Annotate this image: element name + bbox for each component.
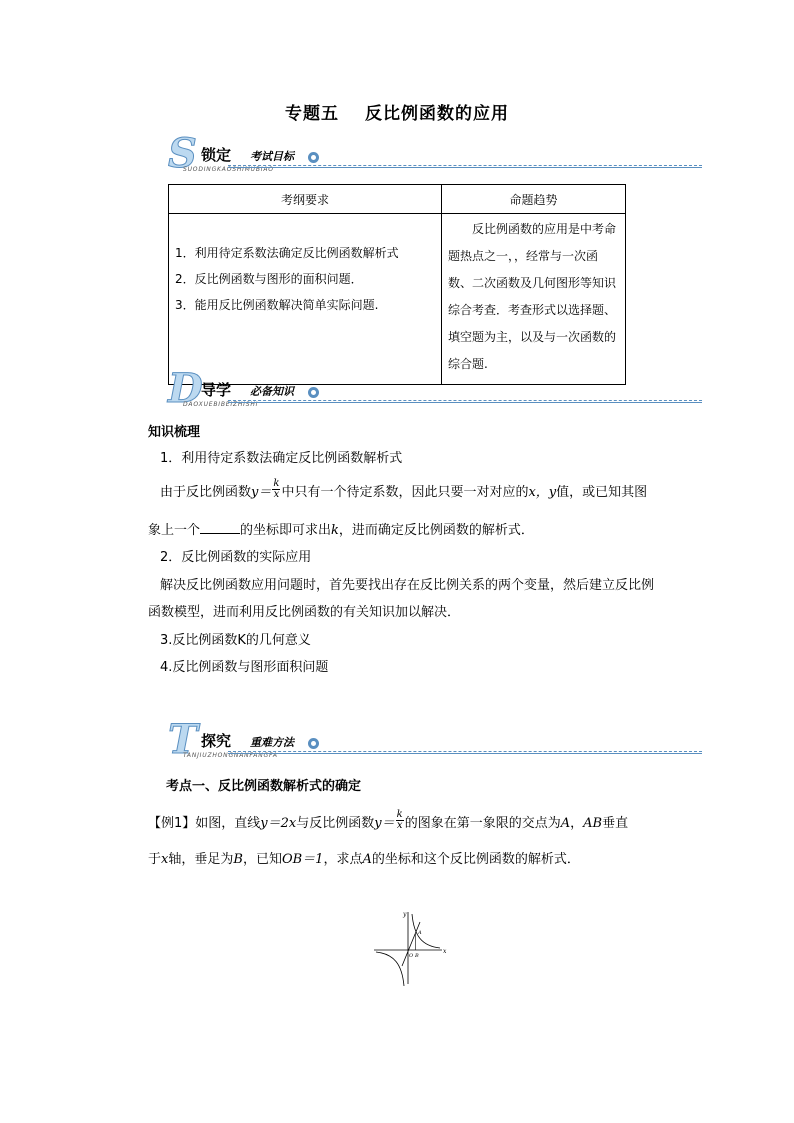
example-label: 【例1】 [148,816,196,831]
paragraph-line: 解决反比例函数应用问题时，首先要找出存在反比例关系的两个变量，然后建立反比例 [160,578,655,593]
paragraph-line: 函数模型，进而利用反比例函数的有关知识加以解决． [148,605,461,620]
list-item: 3．能用反比例函数解决简单实际问题. [175,298,379,312]
banner-pinyin: DAOXUEBIBEIZHISHI [183,401,259,408]
list-item: 1．利用待定系数法确定反比例函数解析式 [175,246,399,260]
table-header-requirements: 考纲要求 [169,185,442,214]
banner-divider [228,751,702,752]
example-line: 【例1】如图，直线y＝2x与反比例函数y＝ $\frac{k}{x}$ 的图象在第一象限的交点为A，AB垂直 [148,809,629,831]
section-banner-guide [168,365,702,415]
subsection-title: 3.反比例函数K的几何意义 [160,633,311,648]
section-heading: 知识梳理 [148,425,201,440]
trends-cell: 反比例函数的应用是中考命题热点之一，，经常与一次函数、二次函数及几何图形等知识综合考查．考查形式以选择题、填空题为主，以及与一次函数的综合题. [442,214,626,385]
requirements-table [168,184,626,385]
function-graph [370,908,450,988]
fraction-k-over-x: $\frac{k}{x}$ [396,809,403,831]
pin-icon [308,387,319,398]
page-title [0,99,794,124]
title-part1: 专题五 [285,104,339,124]
banner-sub-label: 必备知识 [250,385,294,398]
banner-divider [228,165,702,166]
banner-letter: S [168,130,197,177]
section-banner-explore [168,716,702,766]
subsection-title: 4.反比例函数与图形面积问题 [160,660,329,675]
origin-label: O [409,953,414,959]
x-label: x [443,948,447,955]
banner-main-label: 探究 [201,732,232,750]
subsection-title: 1．利用待定系数法确定反比例函数解析式 [160,451,403,466]
pin-icon [308,152,319,163]
banner-pinyin: SUODINGKAOSHIMUBIAO [183,166,274,173]
pin-icon [308,738,319,749]
banner-main-label: 锁定 [201,146,232,164]
banner-divider [228,400,702,401]
fill-in-blank [200,533,240,534]
banner-divider [228,402,702,403]
banner-main-label: 导学 [201,381,232,399]
paragraph-line: 象上一个 的坐标即可求出k，进而确定反比例函数的解析式． [148,523,534,538]
banner-letter: D [168,365,203,412]
banner-pinyin: TANJIUZHONGNANFANGFA [183,752,278,759]
point-B-label: B [415,953,419,959]
table-header-trends: 命题趋势 [442,185,626,214]
banner-sub-label: 考试目标 [250,150,294,163]
banner-divider [228,167,702,168]
section-banner-target [168,130,702,180]
banner-letter: T [168,716,198,763]
y-label: y [403,911,407,918]
list-item: 2．反比例函数与图形的面积问题． [175,272,363,286]
hyperbola-branch-2 [376,952,404,986]
banner-divider [228,753,702,754]
subsection-title: 2．反比例函数的实际应用 [160,550,312,565]
title-part2: 反比例函数的应用 [365,104,509,124]
point-title: 考点一、反比例函数解析式的确定 [166,779,362,794]
example-line: 于x轴，垂足为B，已知OB＝1，求点A的坐标和这个反比例函数的解析式． [148,852,580,867]
point-A-label: A [418,930,422,936]
paragraph-line: 由于反比例函数y＝ $\frac{k}{x}$ 中只有一个待定系数，因此只要一对对应的x，y值，或已知其图 [160,478,648,500]
fraction-k-over-x: $\frac{k}{x}$ [273,478,280,500]
line-y-2x [402,922,420,966]
requirements-cell [169,214,442,385]
banner-sub-label: 重难方法 [250,736,294,749]
